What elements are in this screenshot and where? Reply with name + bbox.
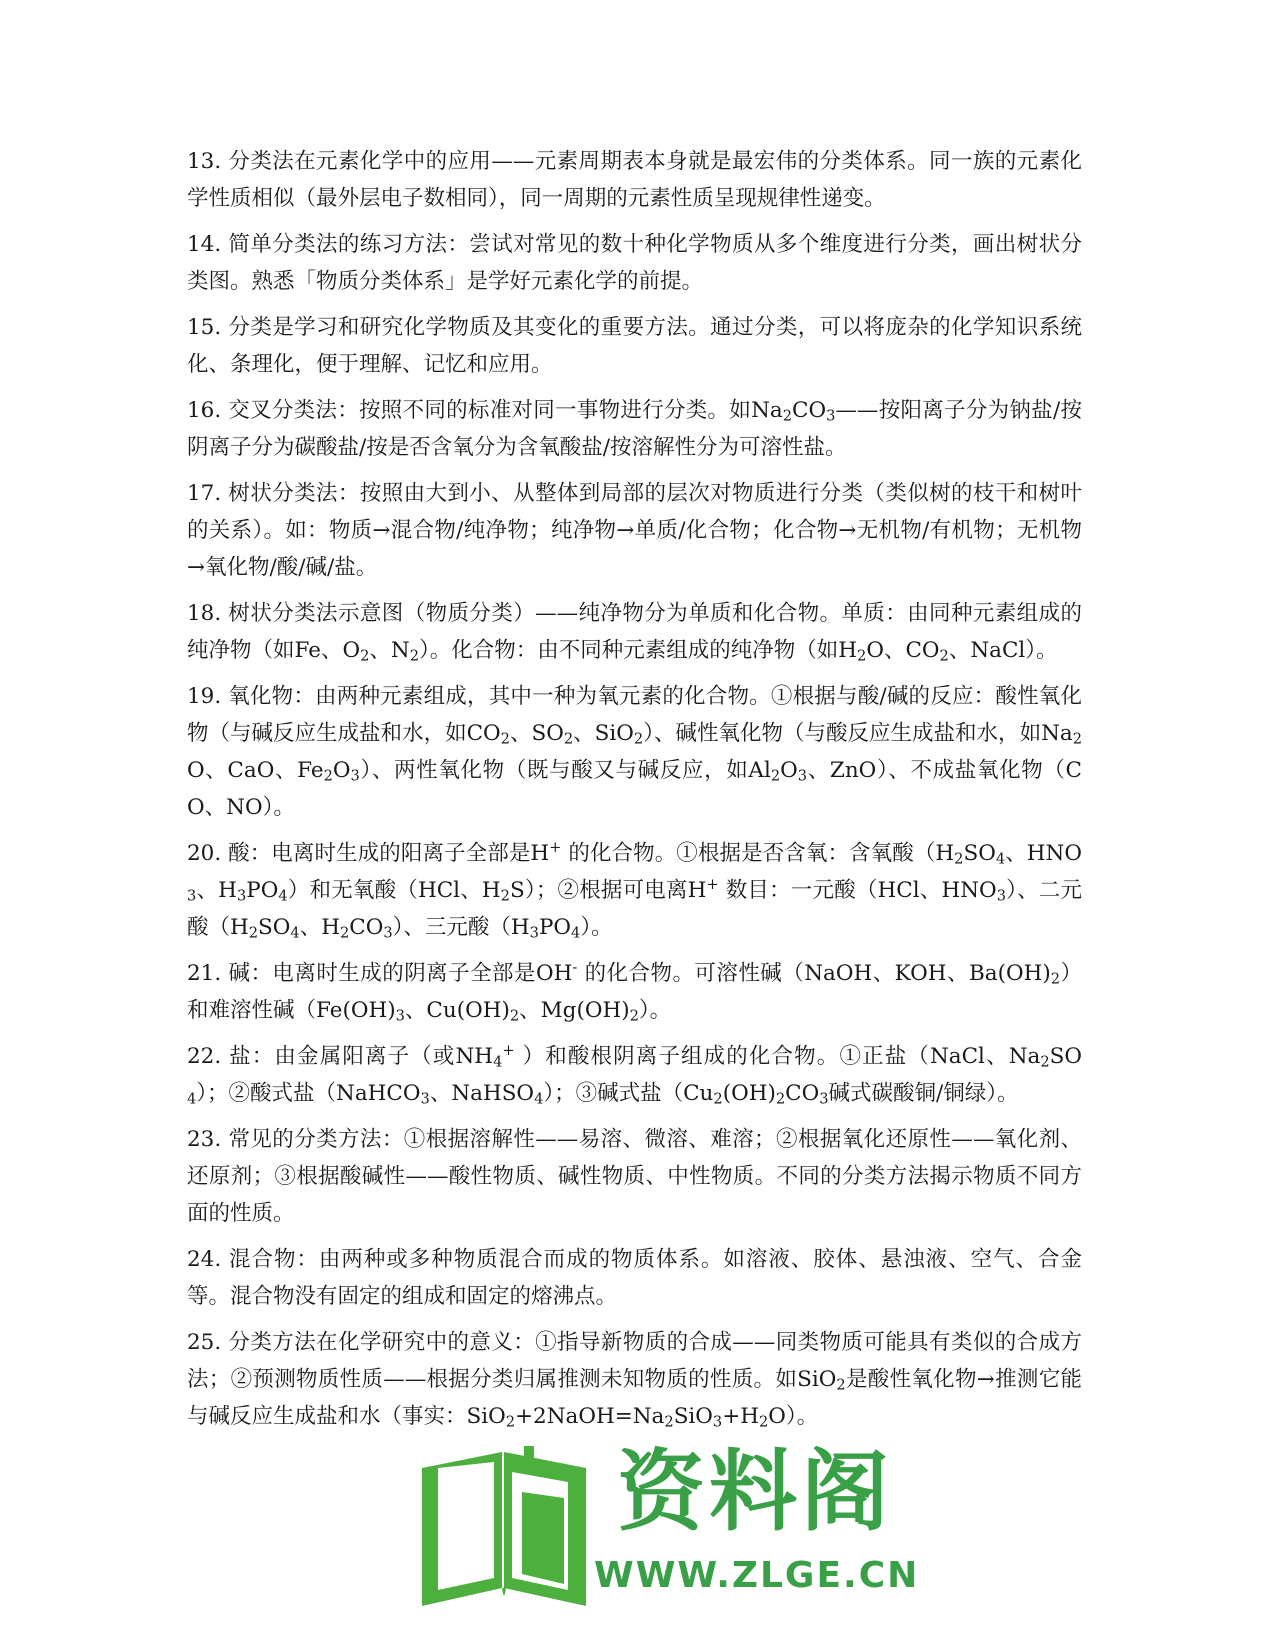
- subscript: 2: [629, 1007, 639, 1025]
- text-run: S）；②根据可电离H: [509, 878, 707, 903]
- text-run: 的化合物。可溶性碱（NaOH、KOH、Ba(OH): [577, 961, 1051, 986]
- text-run: O: [780, 758, 798, 783]
- text-run: 19. 氧化物：由两种元素组成，其中一种为氧元素的化合物。①根据与酸/碱的反应：酸性氧化物（与碱反应生成盐和水，如CO: [187, 684, 1082, 746]
- text-run: ）和难溶性碱（Fe(OH): [187, 961, 1082, 1023]
- paragraph: [187, 678, 1082, 826]
- text-run: 的化合物。①根据是否含氧：含氧酸（H: [561, 841, 955, 866]
- text-run: 、Mg(OH): [519, 998, 630, 1023]
- subscript: 4: [534, 1090, 544, 1108]
- subscript: 2: [954, 850, 964, 868]
- subscript: 4: [290, 924, 300, 942]
- text-run: 22. 盐：由金属阳离子（或NH: [187, 1044, 494, 1069]
- text-run: 24. 混合物：由两种或多种物质混合而成的物质体系。如溶液、胶体、悬浊液、空气、合金等。混合物没有固定的组成和固定的熔沸点。: [187, 1247, 1082, 1309]
- text-run: ）。: [638, 998, 672, 1023]
- subscript: 3: [712, 1413, 723, 1431]
- subscript: 2: [339, 924, 350, 942]
- watermark-logo: [404, 1438, 920, 1613]
- subscript: 4: [995, 850, 1006, 868]
- superscript: +: [502, 1041, 515, 1059]
- paragraph: [187, 955, 1082, 1029]
- text-run: 17. 树状分类法：按照由大到小、从整体到局部的层次对物质进行分类（类似树的枝干和树叶的关系）。如：物质→混合物/纯净物；纯净物→单质/化合物；化合物→无机物/有机物；无机物→氧化物/酸/碱/盐。: [187, 481, 1082, 580]
- text-run: ）、两性氧化物（既与酸又与碱反应，如Al: [359, 758, 771, 783]
- text-run: 14. 简单分类法的练习方法：尝试对常见的数十种化学物质从多个维度进行分类，画出树状分类图。熟悉「物质分类体系」是学好元素化学的前提。: [187, 232, 1082, 294]
- text-run: (OH): [722, 1081, 776, 1106]
- text-run: ）；②酸式盐（NaHCO: [196, 1081, 421, 1106]
- text-run: 、HNO: [1005, 841, 1082, 866]
- subscript: 3: [819, 1090, 829, 1108]
- text-run: ）。: [580, 915, 613, 940]
- text-run: ）、二元酸（H: [187, 878, 1082, 940]
- paragraph: [187, 143, 1082, 217]
- subscript: 3: [826, 407, 836, 425]
- paragraph: [187, 835, 1082, 946]
- paragraph: [187, 1241, 1082, 1315]
- subscript: 3: [236, 887, 247, 905]
- subscript: 2: [664, 1413, 674, 1431]
- subscript: 3: [383, 924, 393, 942]
- subscript: 3: [529, 924, 539, 942]
- document-body: [187, 143, 1082, 1444]
- subscript: 4: [278, 887, 288, 905]
- text-run: PO: [246, 878, 279, 903]
- subscript: 2: [505, 1413, 516, 1431]
- text-run: 、H: [196, 878, 237, 903]
- subscript: 2: [563, 730, 574, 748]
- subscript: 2: [775, 1090, 786, 1108]
- text-run: SiO: [673, 1404, 713, 1429]
- text-run: ）。化合物：由不同种元素组成的纯净物（如H: [419, 638, 858, 663]
- subscript: 2: [409, 647, 420, 665]
- superscript: +: [549, 838, 562, 856]
- subscript: 2: [509, 1007, 520, 1025]
- subscript: 2: [500, 730, 510, 748]
- subscript: 4: [493, 1053, 503, 1071]
- subscript: 2: [836, 1376, 846, 1394]
- paragraph: [187, 1121, 1082, 1232]
- subscript: 2: [1050, 970, 1061, 988]
- subscript: 3: [797, 767, 808, 785]
- logo-url: WWW.ZLGE.CN: [594, 1555, 920, 1596]
- text-run: 、N: [369, 638, 410, 663]
- subscript: 4: [187, 1090, 197, 1108]
- text-run: SO: [963, 841, 996, 866]
- subscript: 2: [782, 407, 793, 425]
- text-run: ——按阳离子分为钠盐/按阴离子分为碳酸盐/按是否含氧分为含氧酸盐/按溶解性分为可溶性盐。: [187, 398, 1082, 460]
- text-run: 23. 常见的分类方法：①根据溶解性——易溶、微溶、难溶；②根据氧化还原性——氧化剂、还原剂；③根据酸碱性——酸性物质、碱性物质、中性物质。不同的分类方法揭示物质不同方面的性质。: [187, 1127, 1082, 1226]
- text-run: O、CaO、Fe: [187, 758, 324, 783]
- subscript: 2: [633, 730, 644, 748]
- subscript: 4: [571, 924, 581, 942]
- text-run: 25. 分类方法在化学研究中的意义：①指导新物质的合成——同类物质可能具有类似的合成方法；②预测物质性质——根据分类归属推测未知物质的性质。如SiO: [187, 1330, 1082, 1392]
- text-run: 、ZnO）、不成盐氧化物（CO、NO）。: [187, 758, 1082, 820]
- text-run: 13. 分类法在元素化学中的应用——元素周期表本身就是最宏伟的分类体系。同一族的元素化学性质相似（最外层电子数相同），同一周期的元素性质呈现规律性递变。: [187, 149, 1082, 211]
- subscript: 3: [420, 1090, 430, 1108]
- text-run: 、SO: [509, 721, 564, 746]
- subscript: 2: [500, 887, 510, 905]
- paragraph: [187, 1038, 1082, 1112]
- subscript: 2: [713, 1090, 723, 1108]
- text-run: 18. 树状分类法示意图（物质分类）——纯净物分为单质和化合物。单质：由同种元素组成的纯净物（如Fe、O: [187, 601, 1082, 663]
- text-run: ）；③碱式盐（Cu: [543, 1081, 714, 1106]
- text-run: 、NaCl）。: [948, 638, 1058, 663]
- subscript: 2: [770, 767, 781, 785]
- text-run: +H: [722, 1404, 759, 1429]
- open-book-icon: [404, 1438, 604, 1613]
- superscript: +: [706, 875, 719, 893]
- text-run: ）、三元酸（H: [392, 915, 530, 940]
- paragraph: [187, 1324, 1082, 1435]
- text-run: O: [332, 758, 351, 783]
- text-run: 20. 酸：电离时生成的阳离子全部是H: [187, 841, 550, 866]
- subscript: 2: [1040, 1053, 1050, 1071]
- subscript: 2: [248, 924, 259, 942]
- text-run: 21. 碱：电离时生成的阴离子全部是OH: [187, 961, 573, 986]
- text-run: 15. 分类是学习和研究化学物质及其变化的重要方法。通过分类，可以将庞杂的化学知识系统化、条理化，便于理解、记忆和应用。: [187, 315, 1082, 377]
- subscript: 2: [857, 647, 867, 665]
- text-run: +2NaOH=Na: [515, 1404, 665, 1429]
- subscript: 2: [360, 647, 370, 665]
- text-run: CO: [349, 915, 384, 940]
- text-run: SO: [1049, 1044, 1082, 1069]
- superscript: -: [572, 958, 578, 976]
- text-run: 数目：一元酸（HCl、HNO: [718, 878, 997, 903]
- paragraph: [187, 475, 1082, 586]
- subscript: 2: [323, 767, 333, 785]
- text-run: 、H: [299, 915, 340, 940]
- text-run: 16. 交叉分类法：按照不同的标准对同一事物进行分类。如Na: [187, 398, 783, 423]
- paragraph: [187, 309, 1082, 383]
- text-run: ）、碱性氧化物（与酸反应生成盐和水，如Na: [643, 721, 1073, 746]
- subscript: 3: [350, 767, 360, 785]
- text-run: O、CO: [866, 638, 940, 663]
- text-run: ）和酸根阴离子组成的化合物。①正盐（NaCl、Na: [514, 1044, 1041, 1069]
- text-run: CO: [785, 1081, 820, 1106]
- text-run: 碱式碳酸铜/铜绿）。: [828, 1081, 1019, 1106]
- subscript: 3: [996, 887, 1006, 905]
- logo-name: 资料阁: [617, 1440, 894, 1543]
- subscript: 2: [939, 647, 949, 665]
- subscript: 2: [1072, 730, 1083, 748]
- subscript: 2: [758, 1413, 769, 1431]
- text-run: PO: [538, 915, 572, 940]
- paragraph: [187, 595, 1082, 669]
- text-run: 、NaHSO: [429, 1081, 535, 1106]
- paragraph: [187, 226, 1082, 300]
- text-run: CO: [792, 398, 827, 423]
- subscript: 3: [395, 1007, 405, 1025]
- text-run: 、Cu(OH): [404, 998, 510, 1023]
- text-run: O）。: [768, 1404, 819, 1429]
- paragraph: [187, 392, 1082, 466]
- subscript: 3: [187, 887, 197, 905]
- text-run: 是酸性氧化物→推测它能与碱反应生成盐和水（事实：SiO: [187, 1367, 1082, 1429]
- text-run: SO: [258, 915, 291, 940]
- text-run: 、SiO: [573, 721, 634, 746]
- text-run: ）和无氧酸（HCl、H: [287, 878, 501, 903]
